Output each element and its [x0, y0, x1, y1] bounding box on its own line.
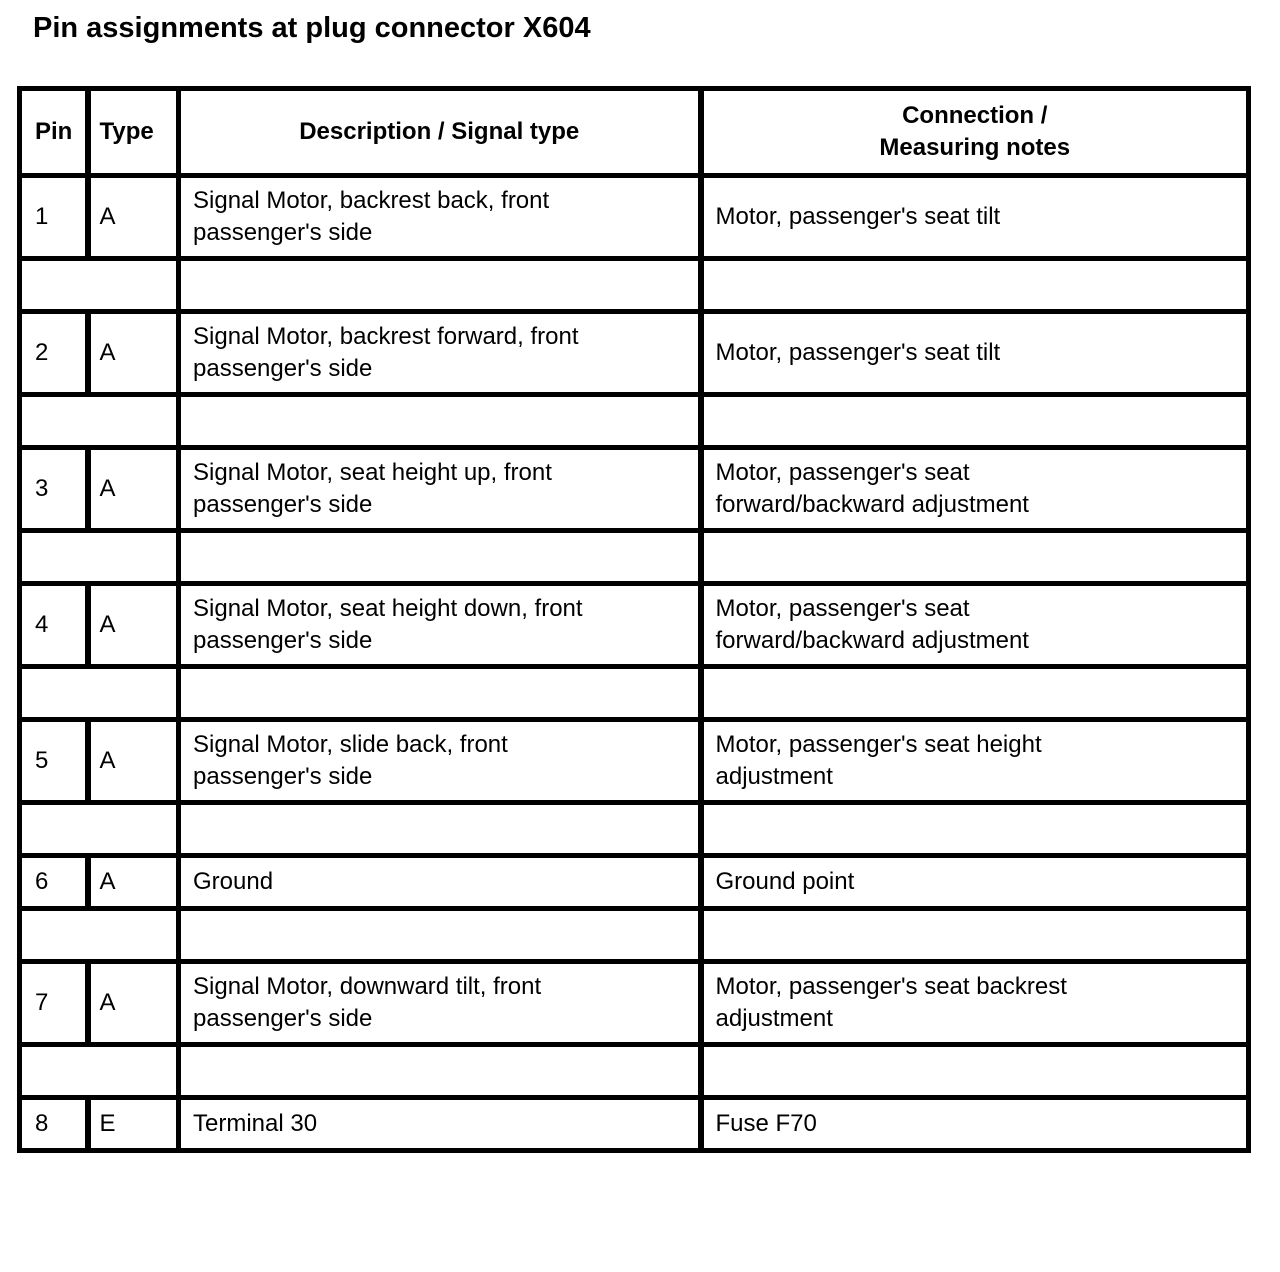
- spacer-cell: [20, 531, 179, 584]
- pin-type-cell: A: [88, 176, 179, 259]
- description-line: passenger's side: [193, 763, 373, 790]
- description-cell: [179, 312, 701, 395]
- header-connection-line2: Measuring notes: [879, 134, 1071, 161]
- connection-line: Motor, passenger's seat tilt: [715, 339, 1001, 366]
- spacer-cell: [701, 259, 1249, 312]
- spacer-cell: [20, 395, 179, 448]
- table-row: [20, 584, 1249, 667]
- connection-cell: [701, 856, 1249, 909]
- spacer-cell: [20, 667, 179, 720]
- spacer-cell: [179, 667, 701, 720]
- description-cell: [179, 448, 701, 531]
- connection-cell: [701, 312, 1249, 395]
- spacer-cell: [179, 259, 701, 312]
- spacer-row: [20, 667, 1249, 720]
- description-line: passenger's side: [193, 627, 373, 654]
- connection-line: forward/backward adjustment: [715, 491, 1029, 518]
- pin-number-cell: 4: [20, 584, 88, 667]
- connection-line: Fuse F70: [715, 1110, 817, 1137]
- spacer-row: [20, 395, 1249, 448]
- description-cell: [179, 720, 701, 803]
- spacer-row: [20, 531, 1249, 584]
- page-title: Pin assignments at plug connector X604: [33, 12, 591, 44]
- description-cell: [179, 962, 701, 1045]
- spacer-cell: [20, 909, 179, 962]
- spacer-row: [20, 803, 1249, 856]
- pin-type-cell: A: [88, 962, 179, 1045]
- spacer-cell: [179, 1045, 701, 1098]
- spacer-cell: [179, 395, 701, 448]
- table-row: [20, 312, 1249, 395]
- spacer-cell: [701, 909, 1249, 962]
- spacer-cell: [20, 1045, 179, 1098]
- description-cell: [179, 176, 701, 259]
- description-line: Signal Motor, downward tilt, front: [193, 973, 542, 1000]
- spacer-cell: [179, 531, 701, 584]
- spacer-cell: [179, 803, 701, 856]
- connection-line: adjustment: [715, 1005, 833, 1032]
- spacer-cell: [701, 803, 1249, 856]
- spacer-cell: [701, 531, 1249, 584]
- pin-number-cell: 1: [20, 176, 88, 259]
- header-type: Type: [88, 89, 179, 176]
- pin-type-cell: A: [88, 448, 179, 531]
- table-row: [20, 448, 1249, 531]
- description-cell: [179, 856, 701, 909]
- description-line: passenger's side: [193, 1005, 373, 1032]
- description-line: passenger's side: [193, 219, 373, 246]
- connection-line: forward/backward adjustment: [715, 627, 1029, 654]
- spacer-cell: [179, 909, 701, 962]
- table-row: [20, 1098, 1249, 1151]
- table-body: [20, 176, 1249, 1151]
- connection-line: Motor, passenger's seat: [715, 595, 970, 622]
- description-line: Signal Motor, backrest forward, front: [193, 323, 579, 350]
- spacer-cell: [701, 667, 1249, 720]
- spacer-row: [20, 259, 1249, 312]
- description-line: passenger's side: [193, 491, 373, 518]
- table-row: [20, 856, 1249, 909]
- header-connection: [701, 89, 1249, 176]
- pin-assignment-table: [17, 86, 1251, 1153]
- connection-line: Motor, passenger's seat height: [715, 731, 1042, 758]
- pin-type-cell: E: [88, 1098, 179, 1151]
- pin-number-cell: 7: [20, 962, 88, 1045]
- connection-line: Ground point: [715, 868, 855, 895]
- pin-number-cell: 6: [20, 856, 88, 909]
- pin-number-cell: 2: [20, 312, 88, 395]
- pin-number-cell: 5: [20, 720, 88, 803]
- pin-number-cell: 8: [35, 1110, 49, 1137]
- description-line: Signal Motor, seat height down, front: [193, 595, 583, 622]
- description-line: Signal Motor, slide back, front: [193, 731, 508, 758]
- connection-cell: [701, 448, 1249, 531]
- connection-cell: [701, 720, 1249, 803]
- description-line: passenger's side: [193, 355, 373, 382]
- spacer-row: [20, 909, 1249, 962]
- table-header-row: [20, 89, 1249, 176]
- table-row: [20, 720, 1249, 803]
- header-pin: Pin: [20, 89, 88, 176]
- description-line: Ground: [193, 868, 274, 895]
- connection-cell: [701, 176, 1249, 259]
- connection-line: adjustment: [715, 763, 833, 790]
- pin-type-cell: A: [88, 856, 179, 909]
- pin-type-cell: A: [88, 720, 179, 803]
- spacer-cell: [701, 395, 1249, 448]
- spacer-cell: [20, 259, 179, 312]
- table-row: [20, 176, 1249, 259]
- description-line: Signal Motor, seat height up, front: [193, 459, 552, 486]
- header-description: Description / Signal type: [179, 89, 701, 176]
- pin-number-cell: 3: [20, 448, 88, 531]
- header-connection-line1: Connection /: [902, 102, 1048, 129]
- description-line: Signal Motor, backrest back, front: [193, 187, 550, 214]
- connection-cell: [701, 584, 1249, 667]
- spacer-row: [20, 1045, 1249, 1098]
- spacer-cell: [20, 803, 179, 856]
- description-cell: [179, 584, 701, 667]
- connection-line: Motor, passenger's seat: [715, 459, 970, 486]
- pin-type-cell: A: [88, 584, 179, 667]
- connection-cell: [701, 962, 1249, 1045]
- description-cell: [179, 1098, 701, 1151]
- table-row: [20, 962, 1249, 1045]
- connection-line: Motor, passenger's seat backrest: [715, 973, 1067, 1000]
- pin-type-cell: A: [88, 312, 179, 395]
- spacer-cell: [701, 1045, 1249, 1098]
- connection-line: Motor, passenger's seat tilt: [715, 203, 1001, 230]
- description-line: Terminal 30: [193, 1110, 318, 1137]
- connection-cell: [701, 1098, 1249, 1151]
